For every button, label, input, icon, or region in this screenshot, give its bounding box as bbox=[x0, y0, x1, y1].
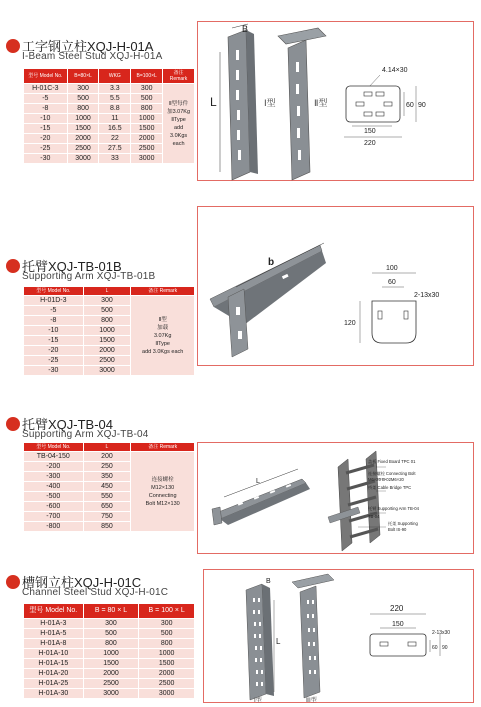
cell: 2500 bbox=[139, 679, 195, 689]
channel-steel-diagram bbox=[203, 569, 474, 703]
callout-label: 托架 Supporting bbox=[388, 521, 418, 526]
dim-b: B bbox=[242, 24, 249, 34]
type-2-label: Ⅱ型 bbox=[314, 98, 328, 108]
dim-hole: 2-13x30 bbox=[414, 292, 440, 299]
title-cn: 工字钢立柱XQJ-H-01A bbox=[22, 39, 154, 54]
dim-l: L bbox=[276, 637, 281, 646]
dim-150: 150 bbox=[392, 621, 404, 628]
cell: 350 bbox=[83, 472, 131, 482]
col-remark: 备注 Remark bbox=[131, 443, 195, 452]
cell: H-01A-15 bbox=[24, 659, 84, 669]
table-row bbox=[24, 679, 195, 689]
cell: -5 bbox=[24, 94, 68, 104]
cell: 1500 bbox=[67, 124, 99, 134]
cell: -10 bbox=[24, 114, 68, 124]
cell: 1000 bbox=[131, 114, 163, 124]
callout-label: 托臂 Supporting Arm TB-04 bbox=[368, 506, 419, 511]
cell: 3000 bbox=[131, 154, 163, 164]
cell: 2500 bbox=[131, 144, 163, 154]
table-row bbox=[24, 689, 195, 699]
cell: 200 bbox=[83, 452, 131, 462]
table-row bbox=[24, 619, 195, 629]
cell: -30 bbox=[24, 154, 68, 164]
col-wkg: WKG bbox=[99, 69, 131, 84]
cell: 300 bbox=[67, 84, 99, 94]
col-model: 型号 Model No. bbox=[24, 287, 84, 296]
cell: 3000 bbox=[83, 366, 131, 376]
callout-label: 连接螺栓 Connecting Bolt bbox=[368, 471, 416, 476]
cell: 3.3 bbox=[99, 84, 131, 94]
cell: 300 bbox=[139, 619, 195, 629]
cell: 800 bbox=[67, 104, 99, 114]
dim-l: L bbox=[210, 95, 217, 109]
cell: -5 bbox=[24, 306, 84, 316]
col-b80: B=80×L bbox=[67, 69, 99, 84]
cell: H-01A-20 bbox=[24, 669, 84, 679]
dim-90: 90 bbox=[418, 102, 426, 109]
cell: 1000 bbox=[139, 649, 195, 659]
cell: 750 bbox=[83, 512, 131, 522]
col-b100: B=100×L bbox=[131, 69, 163, 84]
cell: 2500 bbox=[83, 679, 139, 689]
cell: -8 bbox=[24, 316, 84, 326]
cell: 500 bbox=[131, 94, 163, 104]
cell: 800 bbox=[139, 639, 195, 649]
title-cn: 托臂XQJ-TB-04 bbox=[22, 417, 114, 432]
cell: 2000 bbox=[83, 669, 139, 679]
cell: 1000 bbox=[67, 114, 99, 124]
remark-line: Ⅱ型每件 bbox=[168, 100, 189, 107]
cell: -30 bbox=[24, 366, 84, 376]
remark-line: Connecting bbox=[148, 492, 177, 499]
col-l: L bbox=[83, 443, 131, 452]
callout-label: 盖板 Fixed Board TPC 01 bbox=[368, 459, 416, 464]
cell: 300 bbox=[83, 619, 139, 629]
dim-b: B bbox=[266, 578, 271, 585]
col-model: 型号 Model No. bbox=[24, 604, 84, 619]
dim-150: 150 bbox=[364, 128, 376, 135]
cell: 800 bbox=[83, 316, 131, 326]
title-cn: 槽钢立柱XQJ-H-01C bbox=[22, 575, 142, 590]
title-cn: 托臂XQJ-TB-01B bbox=[22, 259, 122, 274]
cell: 550 bbox=[83, 492, 131, 502]
callout-label: 桥架 Cable Bridge TPC bbox=[368, 485, 412, 490]
cell: 2000 bbox=[67, 134, 99, 144]
cell: -25 bbox=[24, 356, 84, 366]
remark-line: ⅡType bbox=[171, 116, 186, 123]
cell: -200 bbox=[24, 462, 84, 472]
cell: 27.5 bbox=[99, 144, 131, 154]
cell: H-01A-30 bbox=[24, 689, 84, 699]
remark-line: Ⅱ型 bbox=[158, 316, 167, 323]
cell: 2000 bbox=[131, 134, 163, 144]
cell: -800 bbox=[24, 522, 84, 532]
cell: 650 bbox=[83, 502, 131, 512]
col-b100: B = 100 × L bbox=[139, 604, 195, 619]
cell: H-01A-25 bbox=[24, 679, 84, 689]
dim-220: 220 bbox=[364, 140, 376, 147]
cell: 500 bbox=[83, 306, 131, 316]
cell: 2000 bbox=[139, 669, 195, 679]
type-2-label: ⅡⅠ型 bbox=[306, 698, 317, 704]
cell: 450 bbox=[83, 482, 131, 492]
cell: 1000 bbox=[83, 326, 131, 336]
dim-60: 60 bbox=[388, 279, 396, 286]
cell: 1500 bbox=[139, 659, 195, 669]
cell: -500 bbox=[24, 492, 84, 502]
remark-line: 3.07Kg bbox=[153, 332, 172, 339]
title-en: Channel Steel Stud XQJ-H-01C bbox=[22, 587, 169, 598]
cell: -10 bbox=[24, 326, 84, 336]
remark-line: 加载 bbox=[157, 324, 169, 331]
dim-60: 60 bbox=[406, 102, 414, 109]
title-en: Supporting Arm XQJ-TB-04 bbox=[22, 429, 149, 440]
red-dot-icon bbox=[6, 575, 20, 589]
dim-120: 120 bbox=[344, 320, 356, 327]
title-en: Supporting Arm XQJ-TB-01B bbox=[22, 271, 156, 282]
dim-90: 90 bbox=[442, 645, 448, 651]
type-1-label: Ⅰ型 bbox=[254, 698, 262, 704]
cell: -600 bbox=[24, 502, 84, 512]
cell: 2000 bbox=[83, 346, 131, 356]
col-remark: 备注 Remark bbox=[131, 287, 195, 296]
cell: 22 bbox=[99, 134, 131, 144]
dim-60: 60 bbox=[432, 645, 438, 651]
table-row bbox=[24, 659, 195, 669]
col-model: 型号 Model No. bbox=[24, 69, 68, 84]
cell: 1500 bbox=[131, 124, 163, 134]
cell: 300 bbox=[83, 296, 131, 306]
callout-label: Bolt IS-90 bbox=[388, 527, 407, 532]
table-row bbox=[24, 669, 195, 679]
cell: H-01A-10 bbox=[24, 649, 84, 659]
col-l: L bbox=[83, 287, 131, 296]
cell: 3000 bbox=[83, 689, 139, 699]
cell: 850 bbox=[83, 522, 131, 532]
remark-line: each bbox=[172, 140, 185, 147]
title-en: I-Beam Steel Stud XQJ-H-01A bbox=[22, 51, 163, 62]
cell: 1000 bbox=[83, 649, 139, 659]
col-model: 型号 Model No. bbox=[24, 443, 84, 452]
table-row bbox=[24, 649, 195, 659]
cell: 1500 bbox=[83, 659, 139, 669]
cell: 33 bbox=[99, 154, 131, 164]
cell: 5.5 bbox=[99, 94, 131, 104]
remark-line: add 3.0Kgs each bbox=[142, 348, 184, 355]
dim-220: 220 bbox=[390, 604, 404, 613]
cell: 250 bbox=[83, 462, 131, 472]
cell: 800 bbox=[131, 104, 163, 114]
cell: H-01C-3 bbox=[24, 84, 68, 94]
callout-label: TB-04 bbox=[368, 514, 380, 519]
table-row bbox=[24, 629, 195, 639]
cell: 3000 bbox=[67, 154, 99, 164]
cell: 500 bbox=[139, 629, 195, 639]
cell: 500 bbox=[67, 94, 99, 104]
table-row bbox=[24, 639, 195, 649]
cell: 2500 bbox=[67, 144, 99, 154]
cell: -15 bbox=[24, 124, 68, 134]
col-remark: 备注 Remark bbox=[163, 69, 195, 84]
cell: H-01A-5 bbox=[24, 629, 84, 639]
cell: -15 bbox=[24, 336, 84, 346]
cell: 800 bbox=[83, 639, 139, 649]
cell: 8.8 bbox=[99, 104, 131, 114]
cell: -8 bbox=[24, 104, 68, 114]
cell: 1500 bbox=[83, 336, 131, 346]
cell: 300 bbox=[131, 84, 163, 94]
dim-hole: 2-13x30 bbox=[432, 630, 451, 636]
cell: -25 bbox=[24, 144, 68, 154]
cell: TB-04-150 bbox=[24, 452, 84, 462]
cell: 2500 bbox=[83, 356, 131, 366]
cell: -20 bbox=[24, 134, 68, 144]
cell: -20 bbox=[24, 346, 84, 356]
spec-table bbox=[23, 603, 195, 699]
cell: -300 bbox=[24, 472, 84, 482]
callout-label: M6×20 B-02M6×20 bbox=[368, 477, 404, 482]
remark-line: ⅡType bbox=[155, 340, 170, 347]
cell: H-01A-8 bbox=[24, 639, 84, 649]
cell: 3000 bbox=[139, 689, 195, 699]
cell: 500 bbox=[83, 629, 139, 639]
cell: H-01A-3 bbox=[24, 619, 84, 629]
dim-l: L bbox=[256, 478, 260, 485]
remark-line: 加3.07Kg bbox=[167, 108, 191, 115]
dim-b: b bbox=[268, 257, 275, 268]
cell: 11 bbox=[99, 114, 131, 124]
dim-hole: 4.14×30 bbox=[382, 67, 408, 74]
remark-line: Bolt M12×130 bbox=[145, 500, 180, 507]
col-b80: B = 80 × L bbox=[83, 604, 139, 619]
cell: H-01D-3 bbox=[24, 296, 84, 306]
cell: -700 bbox=[24, 512, 84, 522]
cell: -400 bbox=[24, 482, 84, 492]
remark-line: add 3.0Kgs bbox=[170, 124, 188, 139]
type-1-label: Ⅰ型 bbox=[264, 98, 276, 108]
cell: 16.5 bbox=[99, 124, 131, 134]
remark-line: M12×130 bbox=[151, 484, 175, 491]
channel-steel-drawing bbox=[204, 570, 475, 704]
dim-100: 100 bbox=[386, 265, 398, 272]
remark-line: 连接螺栓 bbox=[151, 476, 174, 483]
